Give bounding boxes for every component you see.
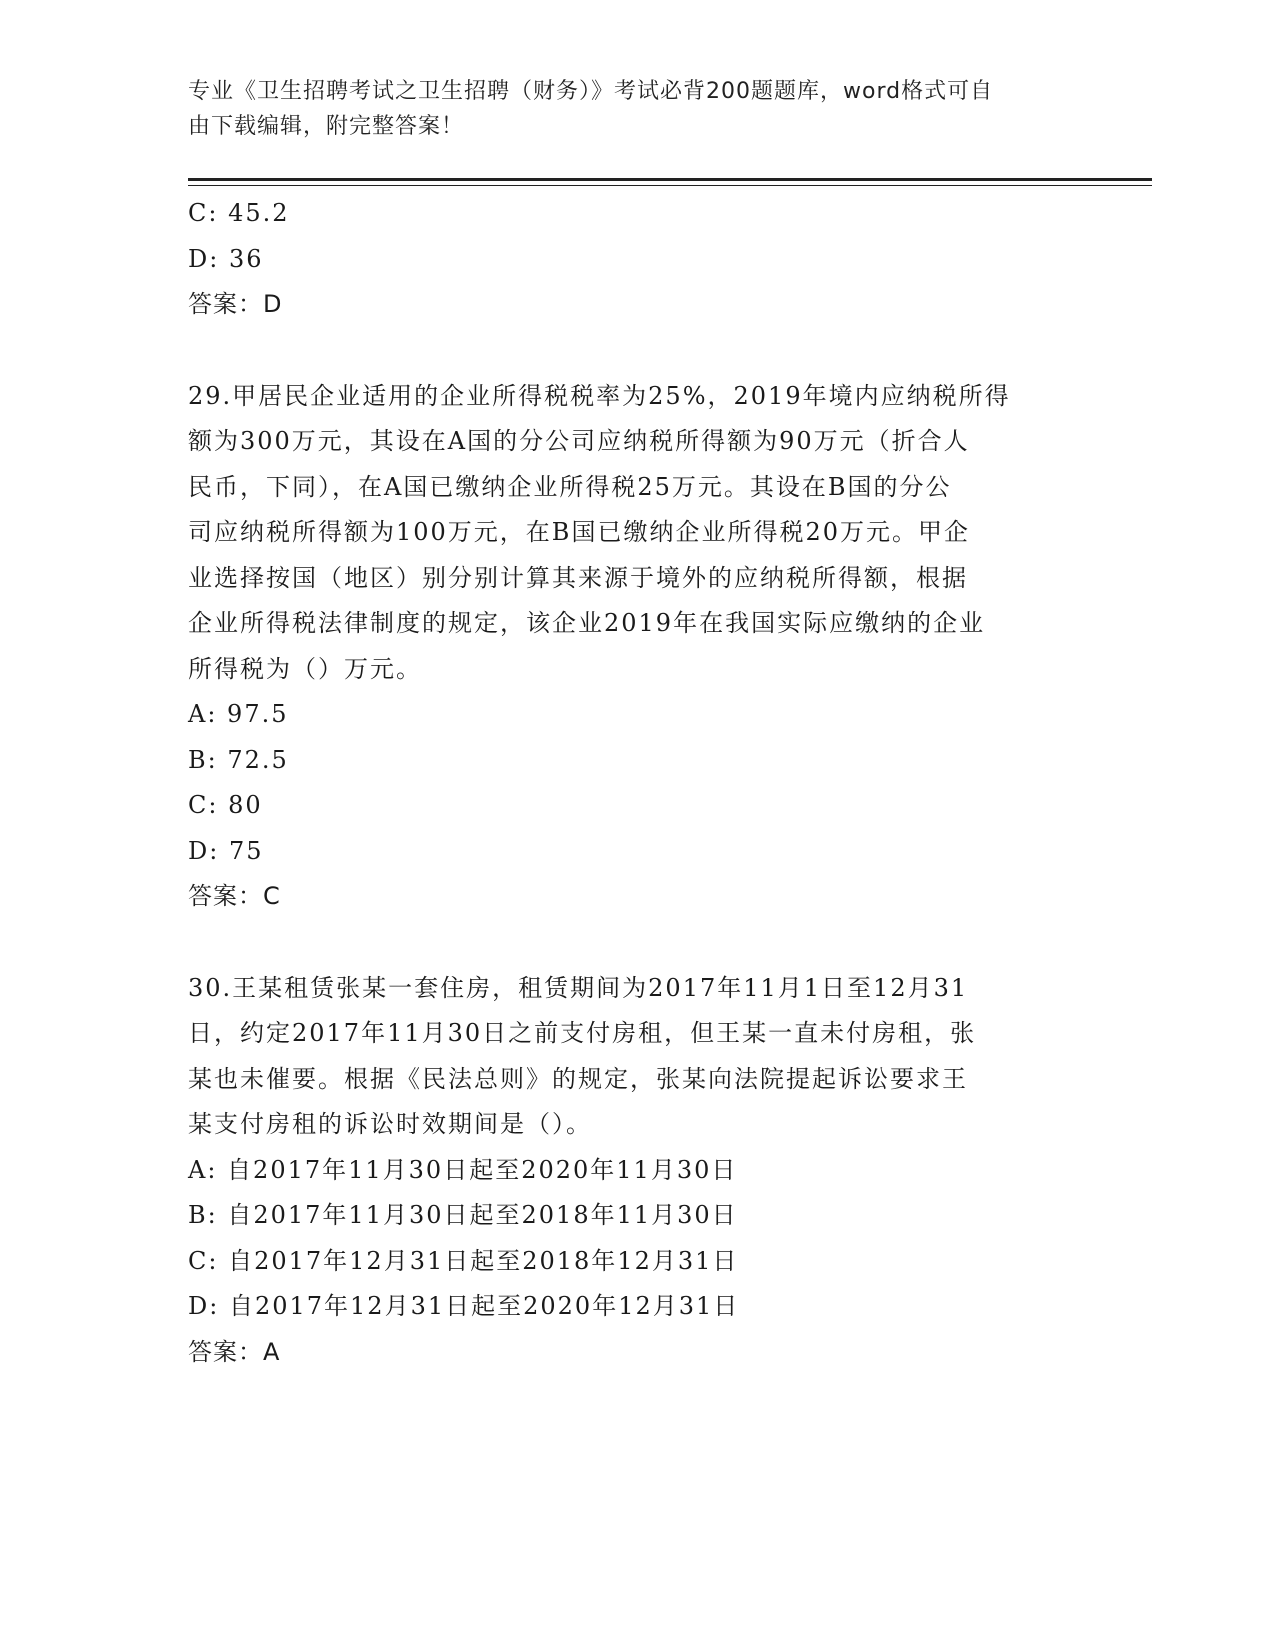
question-stem <box>188 966 1068 1148</box>
header-divider-thick <box>188 178 1152 181</box>
stem-line: 司应纳税所得额为100万元，在B国已缴纳企业所得税20万元。甲企 <box>188 518 970 546</box>
option-a: A: 97.5 <box>188 700 289 728</box>
answer-line: 答案：D <box>188 290 283 318</box>
stem-line: 某也未催要。根据《民法总则》的规定，张某向法院提起诉讼要求王 <box>188 1064 968 1093</box>
option-b: B: 自2017年11月30日起至2018年11月30日 <box>188 1201 738 1229</box>
option-c: C: 自2017年12月31日起至2018年12月31日 <box>188 1246 739 1275</box>
stem-line: 业选择按国（地区）别分别计算其来源于境外的应纳税所得额，根据 <box>188 563 968 592</box>
stem-line: 民币，下同），在A国已缴纳企业所得税25万元。其设在B国的分公 <box>188 472 952 501</box>
option-b: B: 72.5 <box>188 745 289 774</box>
spacer <box>188 328 1088 374</box>
option-a: A: 自2017年11月30日起至2020年11月30日 <box>188 1155 738 1184</box>
document-body <box>188 191 1088 1375</box>
stem-line: 企业所得税法律制度的规定，该企业2019年在我国实际应缴纳的企业 <box>188 609 986 637</box>
option-d: D: 75 <box>188 836 264 865</box>
page-header <box>188 74 1068 144</box>
header-line-2: 由下载编辑，附完整答案！ <box>188 114 465 139</box>
stem-line: 日，约定2017年11月30日之前支付房租，但王某一直未付房租，张 <box>188 1019 977 1047</box>
stem-line: 额为300万元，其设在A国的分公司应纳税所得额为90万元（折合人 <box>188 427 970 455</box>
answer-line: 答案：A <box>188 1337 281 1366</box>
header-line-1: 专业《卫生招聘考试之卫生招聘（财务）》考试必背200题题库，word格式可自 <box>188 79 994 104</box>
answer-line: 答案：C <box>188 882 281 910</box>
stem-line: 某支付房租的诉讼时效期间是（）。 <box>188 1110 592 1138</box>
previous-question <box>188 191 1088 328</box>
stem-line: 30.王某租赁张某一套住房，租赁期间为2017年11月1日至12月31 <box>188 973 969 1002</box>
question-30 <box>188 966 1088 1376</box>
option-c: C: 80 <box>188 791 263 819</box>
question-stem <box>188 374 1068 693</box>
option-d: D: 36 <box>188 244 264 273</box>
spacer <box>188 920 1088 966</box>
question-29 <box>188 374 1088 920</box>
option-d: D: 自2017年12月31日起至2020年12月31日 <box>188 1292 740 1320</box>
option-c: C: 45.2 <box>188 199 290 227</box>
stem-line: 29.甲居民企业适用的企业所得税税率为25%，2019年境内应纳税所得 <box>188 381 1011 410</box>
stem-line: 所得税为（）万元。 <box>188 654 422 683</box>
header-divider-thin <box>188 185 1152 186</box>
